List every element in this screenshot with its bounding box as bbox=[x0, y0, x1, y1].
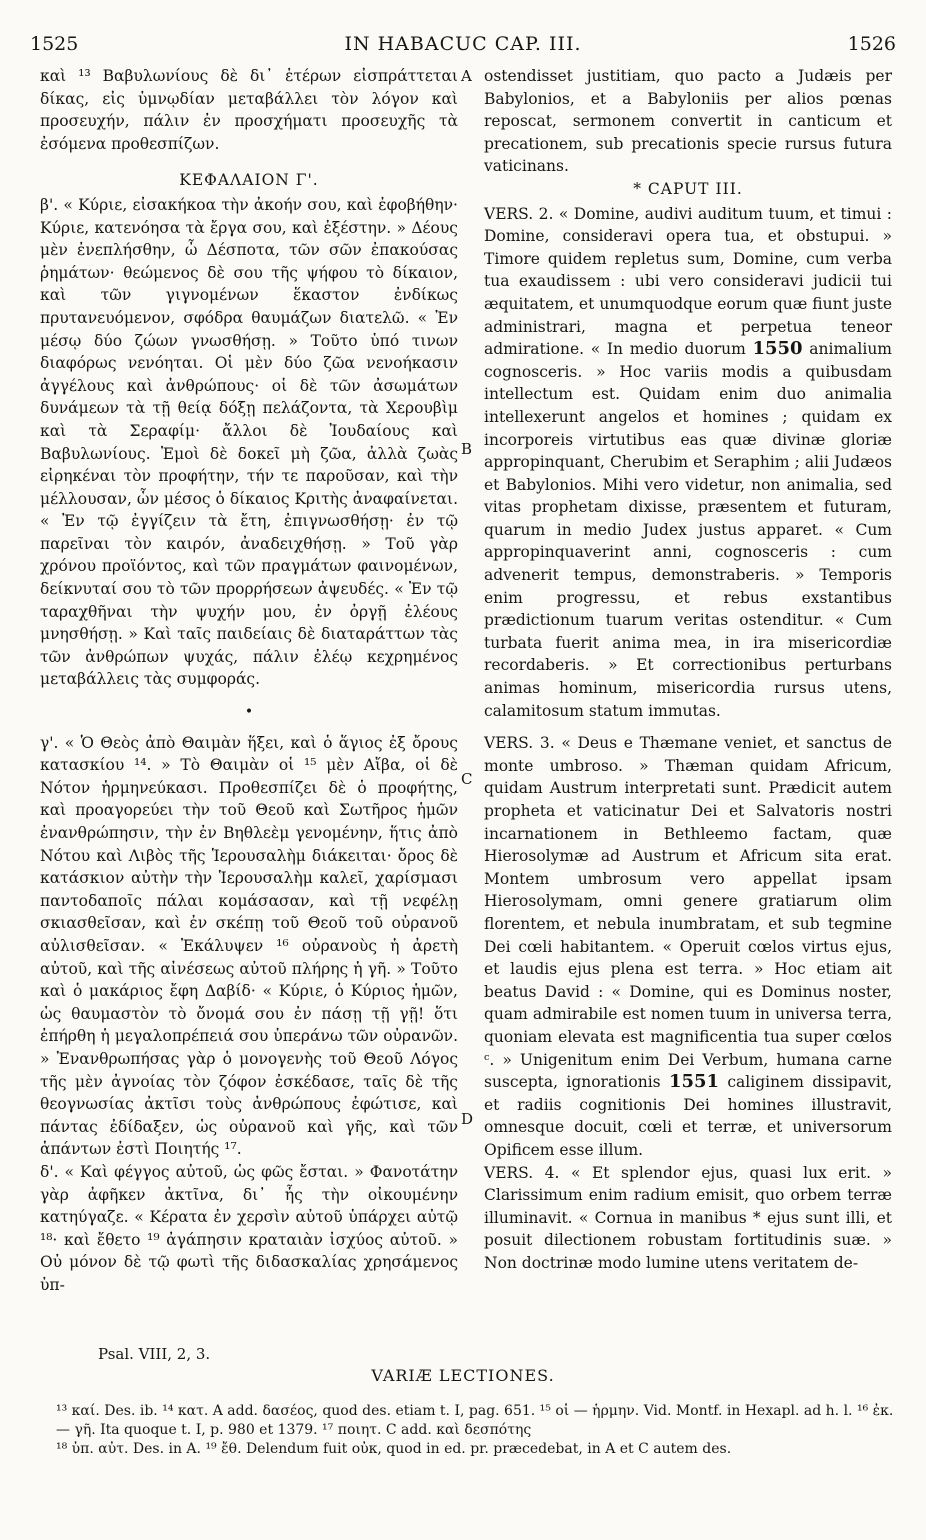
latin-verse-3 bbox=[484, 732, 892, 1161]
page-number-right: 1526 bbox=[847, 33, 896, 55]
latin-verse-2-a: VERS. 2. « Domine, audivi auditum tuum, et timui : Domine, consideravi opera tua, et obstupui. » Timore quidem repletus sum, Domine, cum verba tua exaudissem : ubi vero consideravi judicii tui æquitatem, et unumquodque eorum quæ fiunt juste administrari, magna et perpetua teneor admiratione. « In medio duorum bbox=[484, 204, 892, 359]
latin-chapter-heading: * CAPUT III. bbox=[633, 179, 743, 198]
latin-verse-3-a: VERS. 3. « Deus e Thæmane veniet, et sanctus de monte umbroso. » Thæman quidam Africum, quidam Austrum interpretati sunt. Prædicit autem propheta et vaticinatur Dei et Salvatoris nostri incarnationem in Bethleemo factam, quæ Hierosolymæ ad Austrum et Africum sita erat. Montem umbrosum vero appellat ipsam Hierosolymam, omni genere gratiarum olim florentem, et nebula inumbratam, et sub tegmine Dei cœli habitantem. « Operuit cœlos virtus ejus, et laudis ejus plena est terra. » Hoc etiam ait beatus David : « Domine, qui es Dominus noster, quam admirabile est nomen tuum in universa terra, quoniam elevata est magnificentia tua super cœlos ᶜ. » Unigenitum enim Dei Verbum, humana carne suscepta, ignorationis bbox=[484, 734, 892, 1092]
page-header bbox=[30, 33, 896, 59]
latin-column bbox=[484, 65, 892, 1274]
greek-verse-3: γ'. « Ὁ Θεὸς ἀπὸ Θαιμὰν ἥξει, καὶ ὁ ἅγιος ἐξ ὄρους κατασκίου ¹⁴. » Τὸ Θαιμὰν οἱ ¹⁵ μὲν Αἴβα, οἱ δὲ Νότον ἡρμηνεύκασι. Προθεσπίζει δὲ ὁ προφήτης, καὶ προαγορεύει τὴν τοῦ Θεοῦ καὶ Σωτῆρος ἡμῶν ἐνανθρώπησιν, τὴν ἐν Βηθλεὲμ γενομένην, ἥτις ἀπὸ Νότου καὶ Λιβὸς τῆς Ἱερουσαλὴμ διάκειται· ὄρος δὲ κατάσκιον αὐτὴν τὴν Ἱερουσαλὴμ καλεῖ, χαρίσμασι παντοδαποῖς πάλαι κομάσασαν, καὶ τῇ νεφέλῃ σκιασθεῖσαν, καὶ ἐν σκέπῃ τοῦ Θεοῦ τοῦ οὐρανοῦ αὐλισθεῖσαν. « Ἐκάλυψεν ¹⁶ οὐρανοὺς ἡ ἀρετὴ αὐτοῦ, καὶ τῆς αἰνέσεως αὐτοῦ πλήρης ἡ γῆ. » Τοῦτο καὶ ὁ μακάριος ἔφη Δαβίδ· « Κύριε, ὁ Κύριος ἡμῶν, ὡς θαυμαστὸν τὸ ὄνομά σου ἐν πάσῃ τῇ γῇ! ὅτι ἐπήρθη ἡ μεγαλοπρέπειά σου ὑπεράνω τῶν οὐρανῶν. » Ἐνανθρωπήσας γὰρ ὁ μονογενὴς τοῦ Θεοῦ Λόγος τῆς μὲν ἀγνοίας τὸν ζόφον ἐσκέδασε, ταῖς δὲ τῆς θεογνωσίας ἀκτῖσι τοὺς ἀνθρώπους ἐφώτισε, καὶ πάντας ἐδίδαξεν, ὡς οὐρανοῦ καὶ γῆς, καὶ τῶν ἁπάντων ἐστὶ Ποιητής ¹⁷. bbox=[40, 733, 458, 1159]
variae-lectiones-title: VARIÆ LECTIONES. bbox=[371, 1366, 555, 1385]
greek-column bbox=[40, 65, 458, 1296]
margin-letter-a: A bbox=[461, 67, 472, 85]
column-number-1551: 1551 bbox=[668, 1071, 720, 1093]
variae-lectiones-notes bbox=[56, 1402, 896, 1459]
greek-verse-4: δ'. « Καὶ φέγγος αὐτοῦ, ὡς φῶς ἔσται. » Φανοτάτην γὰρ ἀφῆκεν ἀκτῖνα, δι᾽ ἧς τὴν οἰκουμένην κατηύγαζε. « Κέρατα ἐν χερσὶν αὐτοῦ ὑπάρχει αὐτῷ ¹⁸· καὶ ἔθετο ¹⁹ ἀγάπησιν κραταιὰν ἰσχύος αὐτοῦ. » Οὐ μόνον δὲ τῷ φωτὶ τῆς διδασκαλίας χρησάμενος ὑπ- bbox=[40, 1162, 458, 1294]
latin-intro: ostendisset justitiam, quo pacto a Judæis per Babylonios, et a Babyloniis per alios pœnas reposcat, sermonem convertit in canticum et precationem, sub precationis specie rursus futura vaticinans. bbox=[484, 67, 892, 176]
margin-letter-c: C bbox=[461, 770, 473, 788]
latin-verse-2 bbox=[484, 203, 892, 723]
latin-verse-3-b: caliginem dissipavit, et radiis cognitionis Dei homines illustravit, omnesque docuit, cœli et terræ, et universorum Opificem esse illum. bbox=[484, 1073, 893, 1159]
latin-verse-2-b: animalium cognosceris. » Hoc variis modis a quibusdam intellectum est. Quidam enim duo animalia intellexerunt angelos et homines ; quidam ex incorporeis virtutibus eas quæ divinæ gloriæ appropinquant, Cherubim et Seraphim ; alii Judæos et Babylonios. Mihi vero videtur, non animalia, sed vitas prophetam dixisse, præsentem et futuram, quarum in medio Judex justus apparet. « Cum appropinquaverint anni, cognosceris : cum advenerit tempus, demonstraberis. » Temporis enim progressu, et rebus exstantibus prædictionum tuarum veritas ostenditur. « Cum turbata fuerit anima mea, in ira misericordiæ recordaberis. » Et correctionibus perturbans animas hominum, misericordia rursus utens, calamitosum statum immutas. bbox=[484, 340, 892, 720]
section-star: • bbox=[244, 704, 254, 721]
greek-intro: καὶ ¹³ Βαβυλωνίους δὲ δι᾽ ἑτέρων εἰσπράττεται δίκας, εἰς ὑμνῳδίαν μεταβάλλει τὸν λόγον καὶ προσευχήν, πάλιν ἐν προσχήματι προσευχῆς τὰ ἐσόμενα προθεσπίζων. bbox=[40, 67, 458, 153]
running-title: IN HABACUC CAP. III. bbox=[344, 33, 582, 55]
variae-note-line-1: ¹³ καί. Des. ib. ¹⁴ κατ. A add. δασέος, quod des. etiam t. I, pag. 651. ¹⁵ οἱ — ἡρμην. Vid. Montf. in Hexapl. ad h. l. ¹⁶ ἐκ. — γῆ. Ita quoque t. I, p. 980 et 1379. ¹⁷ ποιητ. C add. καὶ δεσπότης bbox=[56, 1403, 894, 1438]
greek-verse-2: β'. « Κύριε, εἰσακήκοα τὴν ἀκοήν σου, καὶ ἐφοβήθην· Κύριε, κατενόησα τὰ ἔργα σου, καὶ ἐξέστην. » Δέους μὲν ἐνεπλήσθην, ὦ Δέσποτα, τῶν σῶν ἐπακούσας ῥημάτων· θεώμενος δὲ σου τῆς ψήφου τὸ δίκαιον, καὶ τῶν γιγνομένων ἕκαστον ἐνδίκως πρυτανευόμενον, σφόδρα θαυμάζων διατελῶ. « Ἐν μέσῳ δύο ζώων γνωσθήσῃ. » Τοῦτο ὑπό τινων διαφόρως νενόηται. Οἱ μὲν δύο ζῶα νενοήκασιν ἀγγέλους καὶ ἀνθρώπους· οἱ δὲ τῶν ἀσωμάτων δυνάμεων τὰ τῇ θείᾳ δόξῃ πελάζοντα, τὰ Χερουβὶμ καὶ τὰ Σεραφίμ· ἄλλοι δὲ Ἰουδαίους καὶ Βαβυλωνίους. Ἐμοὶ δὲ δοκεῖ μὴ ζῶα, ἀλλὰ ζωὰς εἰρηκέναι τὸν προφήτην, τήν τε παροῦσαν, καὶ τὴν μέλλουσαν, ὧν μέσος ὁ δίκαιος Κριτὴς ἀναφαίνεται. « Ἐν τῷ ἐγγίζειν τὰ ἔτη, ἐπιγνωσθήσῃ· ἐν τῷ παρεῖναι τὸν καιρόν, ἀναδειχθήσῃ. » Τοῦ γὰρ χρόνου προϊόντος, καὶ τῶν πραγμάτων φαινομένων, δείκνυταί σου τὸ τῶν προρρήσεων ἀψευδές. « Ἐν τῷ ταραχθῆναι τὴν ψυχήν μου, ἐν ὀργῇ ἐλέους μνησθήσῃ. » Καὶ ταῖς παιδείαις δὲ διαταράττων τὰς τῶν ἀνθρώπων ψυχάς, πάλιν ἐλέῳ κεχρημένος μεταβάλλεις τὰς συμφοράς. bbox=[40, 195, 458, 689]
page-number-left: 1525 bbox=[30, 33, 79, 55]
footnote-reference: Psal. VIII, 2, 3. bbox=[98, 1345, 211, 1363]
margin-letter-d: D bbox=[461, 1110, 474, 1128]
column-number-1550: 1550 bbox=[752, 338, 803, 360]
greek-chapter-heading: ΚΕΦΑΛΑΙΟΝ Γ'. bbox=[179, 171, 319, 190]
margin-letter-b: B bbox=[461, 440, 473, 458]
latin-verse-4: VERS. 4. « Et splendor ejus, quasi lux erit. » Clarissimum enim radium emisit, quo orbem terræ illuminavit. « Cornua in manibus * ejus sunt illi, et posuit dilectionem robustam fortitudinis suæ. » Non doctrinæ modo lumine utens veritatem de- bbox=[484, 1163, 892, 1272]
variae-note-line-2: ¹⁸ ὑπ. αὐτ. Des. in A. ¹⁹ ἔθ. Delendum fuit οὐκ, quod in ed. pr. præcedebat, in A et C autem des. bbox=[56, 1441, 732, 1457]
